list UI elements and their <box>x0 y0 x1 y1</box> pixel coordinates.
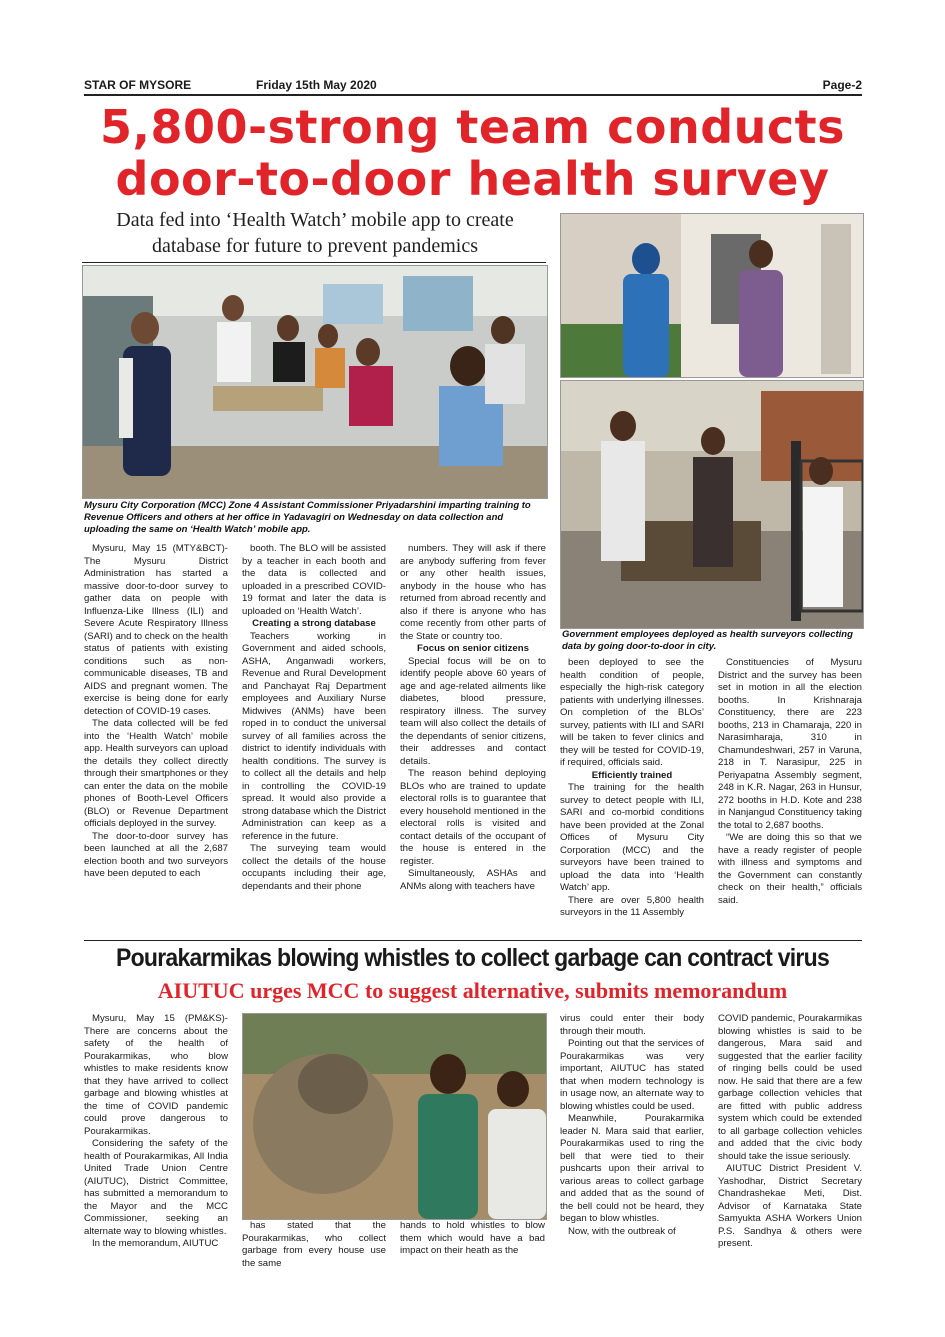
divider <box>82 262 546 263</box>
photo2-caption: Government employees deployed as health surveyors collecting data by going door-to-door in city. <box>562 629 853 652</box>
story2-column-1: Mysuru, May 15 (PM&KS)- There are concerns about the safety of the health of Pourakarmikas, who blow whistles to make residents know that they have arrived to collect garbage and blowing whistles at the time of COVID pandemic could prove dangerous to Pourakarmikas. Considering the safety of the health of Pourakarmikas, All India United Trade Union Centre (AIUTUC), District Committee, has submitted a memorandum to the Mayor and the MCC Commissioner, seeking an alternate way to blowing whistles. In the memorandum, AIUTUC <box>84 1013 228 1249</box>
subhead-senior-citizens: Focus on senior citizens <box>417 643 529 654</box>
story1-column-5: Constituencies of Mysuru District and the survey has been set in motion in all the election booths. In Krishnaraja Constituency, there are 223 booths, 213 in Chamaraja, 220 in Narasimharaja, 310 in Chamundeshwari, 257 in Varuna, 218 in T. Narasipur, 225 in Periyapatna Assembly segment, 248 in K.R. Nagar, 263 in Hunsur, 272 booths in H.D. Kote and 238 in Nanjangud Constituency taking the total to 2,687 booths. “We are doing this so that we have a ready register of people with illness and symptoms and the Government can constantly check on their health,” officials said. <box>718 657 862 906</box>
pourakarmikas-photo <box>242 1013 547 1220</box>
masthead <box>84 78 862 96</box>
subhead-efficiently-trained: Efficiently trained <box>591 769 673 781</box>
training-session-photo <box>82 265 548 499</box>
subhead-creating-database: Creating a strong database <box>252 618 376 629</box>
gate-survey-photo <box>560 380 864 629</box>
story2-headline: Pourakarmikas blowing whistles to collect garbage can contract virus <box>115 944 830 972</box>
story2-column-2: has stated that the Pourakarmikas, who collect garbage from every house use the same <box>242 1220 386 1269</box>
story2-column-3: hands to hold whistles to blow them which would have a bad impact on their heath as the <box>400 1220 545 1256</box>
story2-column-5: COVID pandemic, Pourakarmikas blowing whistles is said to be dangerous, Mara said and suggested that the earlier facility of ringing bells could be used now. He said that there are a few garbage collection vehicles that are fitted with public address system which could be extended to all garbage collection vehicles and added that the civic body should take the issue seriously. AIUTUC District President V. Yashodhar, District Secretary Chandrashekae Meti, Dist. Advisor of Karnataka State Samyukta ASHA Workers Union P.S. Sandhya & others were present. <box>718 1013 862 1249</box>
subheadline: Data fed into ‘Health Watch’ mobile app to create database for future to prevent pandemics <box>116 209 514 257</box>
issue-date: Friday 15th May 2020 <box>256 78 377 92</box>
headline-line-2: door-to-door health survey <box>115 152 830 206</box>
paper-name: STAR OF MYSORE <box>84 78 192 92</box>
story1-column-2: booth. The BLO will be assisted by a teacher in each booth and the data is collected and uploaded in a prescribed COVID-19 format and later the data is uploaded on ‘Health Watch’. Creating a strong database Teachers working in Government and aided schools, ASHA, Anganwadi workers, Revenue and Rural Development and Panchayat Raj Department employees and Auxiliary Nurse Midwives (ANMs) have been roped in to conduct the universal survey of all families across the district to identify individuals with health conditions. The survey is to collect all the details and help in controlling the COVID-19 spread. It would also provide a strong database which the District Administration can keep as a reference in the future. The surveying team would collect the details of the house occupants including their age, dependants and their phone <box>242 543 386 892</box>
story1-column-3: numbers. They will ask if there are anybody suffering from fever or any other health issues, anybody in the house who has returned from abroad recently and also if there is anyone who has come recently from other parts of the State or country too. Focus on senior citizens Special focus will be on to identify people above 60 years of age and age-related ailments like diabetes, blood pressure, respiratory illness. The survey team will also collect the details of the dependants of senior citizens, their addresses and contact details. The reason behind deploying BLOs who are trained to update electoral rolls is to guarantee that every household mentioned in the electoral rolls is visited and contact details of the occupant of the house is entered in the register. Simultaneously, ASHAs and ANMs along with teachers have <box>400 543 546 892</box>
photo1-caption: Mysuru City Corporation (MCC) Zone 4 Assistant Commissioner Priyadarshini imparting training to Revenue Officers and others at her office in Yadavagiri on Wednesday on data collection and uploading the same on ‘Health Watch’ mobile app. <box>84 500 531 535</box>
story2-column-4: virus could enter their body through their mouth. Pointing out that the services of Pourakarmikas was very important, AIUTUC has stated that when modern technology is in usage now, an alternate way to blowing whistles could be used. Meanwhile, Pourakarmika leader N. Mara said that earlier, Pourakarmikas used to ring the bell that were tied to their pushcarts upon their arrival to various areas to collect garbage and added that as the sound of the bell could not be heard, they began to blow whistles. Now, with the outbreak of <box>560 1013 704 1237</box>
story2-deck: AIUTUC urges MCC to suggest alternative, submits memorandum <box>157 978 788 1003</box>
story1-column-4: been deployed to see the health condition of people, especially the high-risk category patients with underlying illnesses. On completion of the BLOs’ survey, patients with ILI and SARI will be taken to fever clinics and they will be tested for COVID-19, if required, officials said. Efficiently trained The training for the health survey to detect people with ILI, SARI and co-morbid conditions have been provided at the Zonal Offices of Mysuru City Corporation (MCC) and the surveyors have been trained to upload the data into ‘Health Watch’ app. There are over 5,800 health surveyors in the 11 Assembly <box>560 657 704 918</box>
headline-line-1: 5,800-strong team conducts <box>99 100 846 154</box>
page-number: Page-2 <box>822 78 862 92</box>
story-divider <box>84 940 862 941</box>
story1-column-1: Mysuru, May 15 (MTY&BCT)- The Mysuru District Administration has started a massive door-to-door survey to gather data on people with Influenza-Like Illness (ILI) and Severe Acute Respiratory Illness (SARI) and to check on the health status of patients with existing conditions such as non-communicable diseases, TB and AIDS and pregnant women. The exercise is being done for early detection of COVID-19 cases. The data collected will be fed into the ‘Health Watch’ mobile app. Health surveyors can upload the details they collect directly through their smartphones or they can enter the data on the mobile phones of Booth-Level Officers (BLO) or Revenue Department officials deployed in the survey. The door-to-door survey has been launched at all the 2,687 election booth and two surveyors have been deputed to each <box>84 543 228 879</box>
surveyor-doorstep-photo <box>560 213 864 378</box>
